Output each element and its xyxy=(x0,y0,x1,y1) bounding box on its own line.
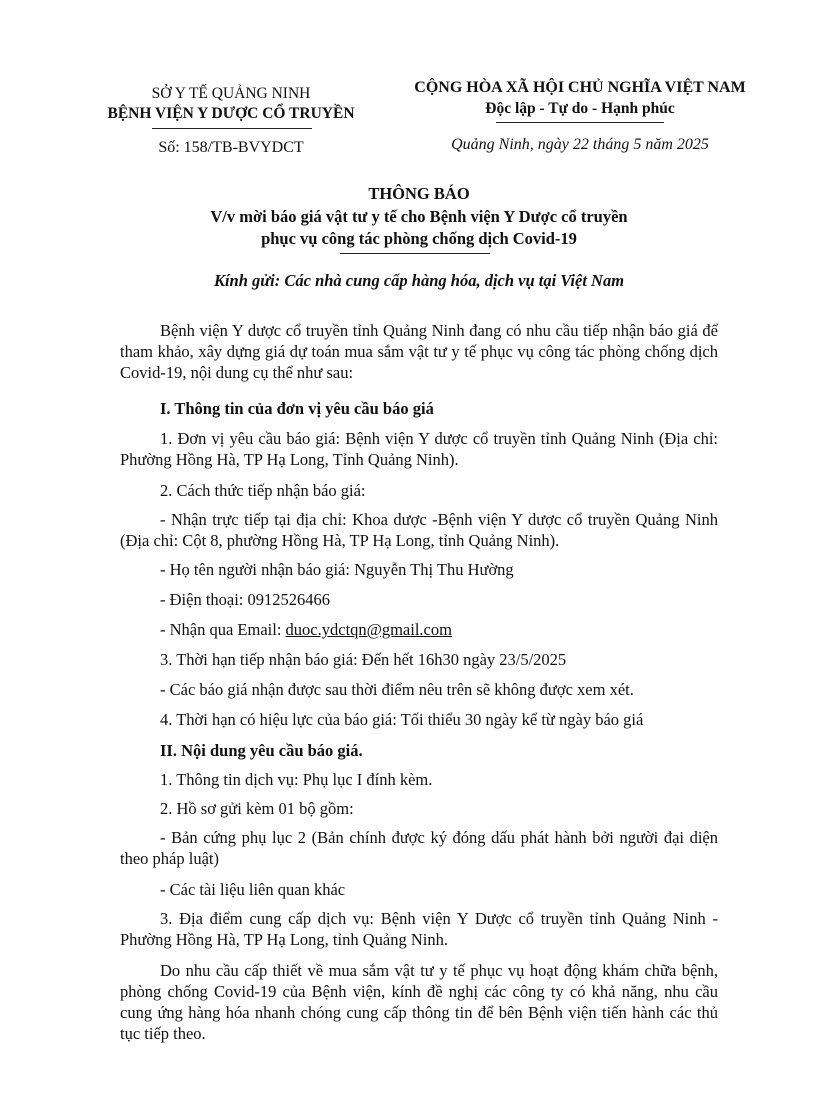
section1-item3: 3. Thời hạn tiếp nhận báo giá: Đến hết 16h30 ngày 23/5/2025 xyxy=(160,650,567,669)
section1-heading: I. Thông tin của đơn vị yêu cầu báo giá xyxy=(160,399,434,418)
section1-item2: 2. Cách thức tiếp nhận báo giá: xyxy=(160,481,366,500)
section2-item3: 3. Địa điểm cung cấp dịch vụ: Bệnh viện Y Dược cổ truyền tỉnh Quảng Ninh - Phường Hồng Hà, TP Hạ Long, tỉnh Quảng Ninh. xyxy=(120,909,718,949)
subject-underline xyxy=(340,253,490,254)
issuer-department: SỞ Y TẾ QUẢNG NINH xyxy=(151,85,311,102)
recipient-line: Kính gửi: Các nhà cung cấp hàng hóa, dịch vụ tại Việt Nam xyxy=(213,271,625,290)
national-motto: Độc lập - Tự do - Hạnh phúc xyxy=(485,100,675,117)
section1-item2a: - Nhận trực tiếp tại địa chỉ: Khoa dược -Bệnh viện Y dược cổ truyền Quảng Ninh (Địa chỉ: Cột 8, phường Hồng Hà, TP Hạ Long, tỉnh Quảng Ninh). xyxy=(120,510,718,550)
section2-item2b: - Các tài liệu liên quan khác xyxy=(160,880,346,899)
closing-paragraph: Do nhu cầu cấp thiết về mua sắm vật tư y tế phục vụ hoạt động khám chữa bệnh, phòng chống Covid-19 của Bệnh viện, kính đề nghị các công ty có khả năng, nhu cầu cung ứng hàng hóa nhanh chóng cung cấp thông tin để bên Bệnh viện tiến hành các thủ tục tiếp theo. xyxy=(120,961,718,1043)
issuer-underline xyxy=(152,128,312,129)
issuer-hospital: BỆNH VIỆN Y DƯỢC CỔ TRUYỀN xyxy=(107,105,355,122)
section1-item4: 4. Thời hạn có hiệu lực của báo giá: Tối thiểu 30 ngày kể từ ngày báo giá xyxy=(160,710,644,729)
email-link[interactable]: duoc.ydctqn@gmail.com xyxy=(285,620,452,639)
section2-item2: 2. Hồ sơ gửi kèm 01 bộ gồm: xyxy=(160,799,354,818)
notice-title: THÔNG BÁO xyxy=(368,184,470,203)
national-title: CỘNG HÒA XÃ HỘI CHỦ NGHĨA VIỆT NAM xyxy=(414,79,746,96)
section1-item2c: - Điện thoại: 0912526466 xyxy=(160,590,331,609)
email-label: - Nhận qua Email: xyxy=(160,620,286,639)
section2-item1: 1. Thông tin dịch vụ: Phụ lục I đính kèm. xyxy=(160,770,433,789)
document-number: Số: 158/TB-BVYDCT xyxy=(158,139,304,156)
intro-paragraph: Bệnh viện Y dược cổ truyền tỉnh Quảng Ninh đang có nhu cầu tiếp nhận báo giá để tham khảo, xây dựng giá dự toán mua sắm vật tư y tế phục vụ công tác phòng chống dịch Covid-19, nội dung cụ thể như sau: xyxy=(120,321,718,382)
notice-subject-line2: phục vụ công tác phòng chống dịch Covid-19 xyxy=(261,229,577,248)
date-place: Quảng Ninh, ngày 22 tháng 5 năm 2025 xyxy=(451,136,709,153)
section1-item1: 1. Đơn vị yêu cầu báo giá: Bệnh viện Y dược cổ truyền tỉnh Quảng Ninh (Địa chỉ: Phường Hồng Hà, TP Hạ Long, Tỉnh Quảng Ninh). xyxy=(120,429,718,469)
section1-item2d xyxy=(120,619,758,640)
section1-item3a: - Các báo giá nhận được sau thời điểm nêu trên sẽ không được xem xét. xyxy=(160,680,634,699)
notice-subject-line1: V/v mời báo giá vật tư y tế cho Bệnh viện Y Dược cổ truyền xyxy=(210,207,628,226)
section2-heading: II. Nội dung yêu cầu báo giá. xyxy=(160,741,363,760)
section1-item2b: - Họ tên người nhận báo giá: Nguyễn Thị Thu Hường xyxy=(160,560,514,579)
motto-underline xyxy=(496,122,664,123)
section2-item2a: - Bản cứng phụ lục 2 (Bản chính được ký đóng dấu phát hành bởi người đại diện theo pháp luật) xyxy=(120,828,718,868)
